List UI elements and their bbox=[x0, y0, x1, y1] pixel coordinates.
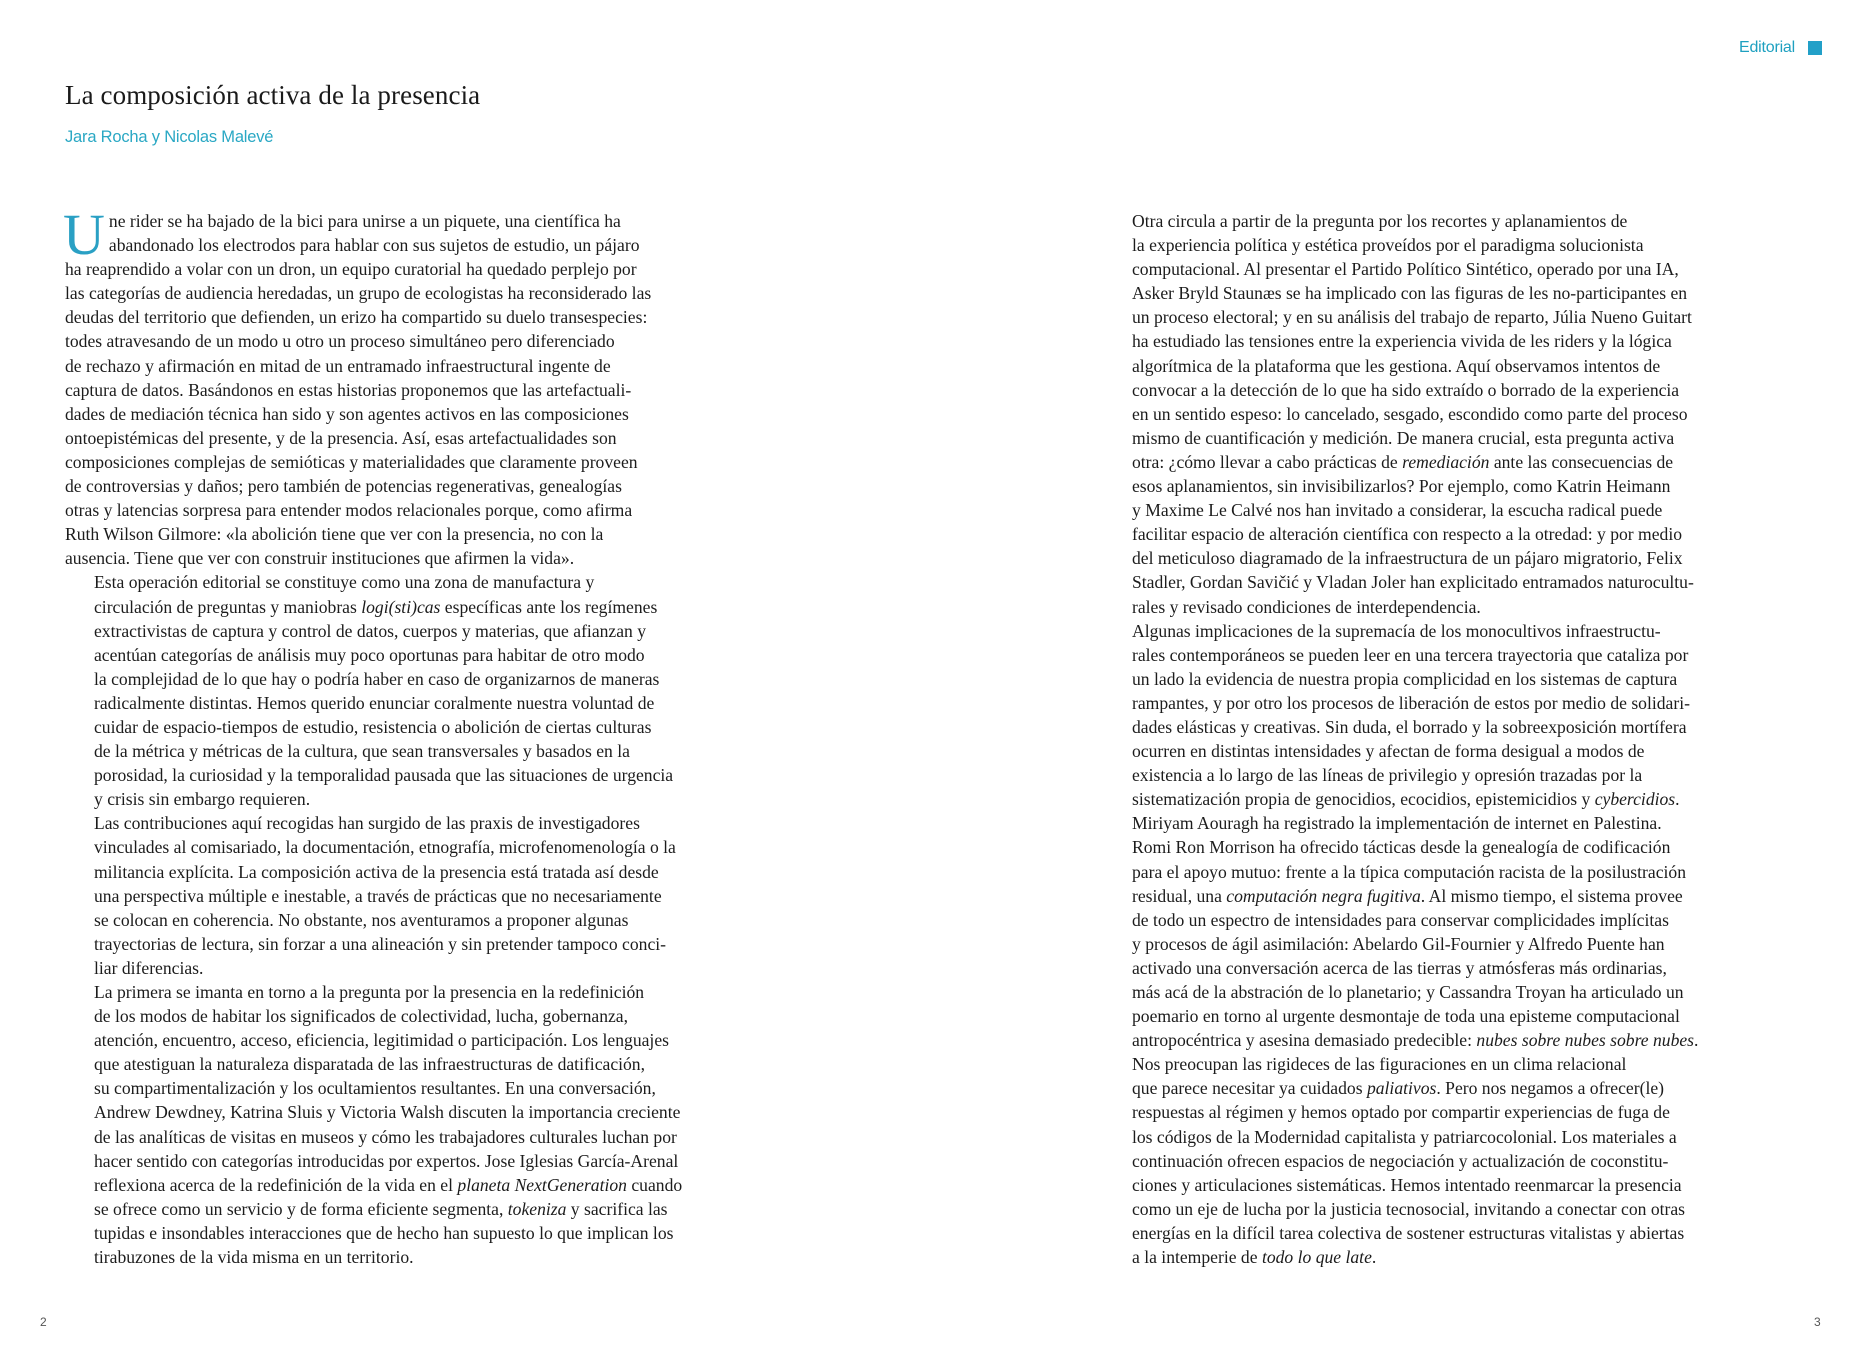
emphasis-text: logi(sti)cas bbox=[361, 596, 441, 617]
text-line: en un sentido espeso: lo cancelado, sesgado, escondido como parte del proceso bbox=[1132, 403, 1688, 424]
text-line: más acá de la abstración de lo planetario; y Cassandra Troyan ha articulado un bbox=[1132, 982, 1684, 1002]
text-line: extractivistas de captura y control de datos, cuerpos y materias, que afianzan y bbox=[94, 620, 647, 641]
emphasis-text: remediación bbox=[1402, 451, 1490, 472]
emphasis-text: todo lo que late bbox=[1261, 1247, 1372, 1268]
text-line: La primera se imanta en torno a la pregunta por la presencia en la redefinición bbox=[94, 982, 645, 1002]
text-line: dades de mediación técnica han sido y son agentes activos en las composiciones bbox=[65, 403, 629, 424]
drop-cap: U bbox=[63, 202, 105, 267]
text-line: Andrew Dewdney, Katrina Sluis y Victoria Walsh discuten la importancia creciente bbox=[94, 1102, 681, 1123]
right-paragraphs bbox=[1103, 209, 1803, 1269]
text-line: del meticuloso diagramado de la infraestructura de un pájaro migratorio, Felix bbox=[1132, 548, 1683, 569]
text-line: esos aplanamientos, sin invisibilizarlos? Por ejemplo, como Katrin Heimann bbox=[1132, 476, 1671, 497]
text-line: de todo un espectro de intensidades para conservar complicidades implícitas bbox=[1132, 909, 1669, 930]
text-line: deudas del territorio que defienden, un erizo ha compartido su duelo transespecies: bbox=[65, 307, 648, 328]
text-line: de las analíticas de visitas en museos y cómo les trabajadores culturales luchan por bbox=[94, 1126, 677, 1147]
text-line: otra: ¿cómo llevar a cabo prácticas de remediación ante las consecuencias de bbox=[1132, 451, 1674, 472]
text-line: otras y latencias sorpresa para entender modos relacionales porque, como afirma bbox=[65, 500, 633, 521]
text-line: los códigos de la Modernidad capitalista y patriarcocolonial. Los materiales a bbox=[1132, 1126, 1677, 1147]
left-column-body bbox=[63, 202, 765, 1269]
text-line: reflexiona acerca de la redefinición de la vida en el planeta NextGeneration cuando bbox=[94, 1174, 683, 1195]
text-line: Miriyam Aouragh ha registrado la implementación de internet en Palestina. bbox=[1132, 813, 1662, 834]
text-line: computacional. Al presentar el Partido Político Sintético, operado por una IA, bbox=[1132, 259, 1679, 280]
text-line: de controversias y daños; pero también de potencias regenerativas, genealogías bbox=[65, 476, 622, 497]
text-line: tirabuzones de la vida misma en un territorio. bbox=[94, 1247, 414, 1268]
text-line: ontoepistémicas del presente, y de la presencia. Así, esas artefactualidades son bbox=[65, 427, 617, 448]
text-line: captura de datos. Basándonos en estas historias proponemos que las artefactuali- bbox=[65, 379, 632, 400]
text-line: a la intemperie de todo lo que late. bbox=[1132, 1247, 1377, 1268]
text-line: activado una conversación acerca de las tierras y atmósferas más ordinarias, bbox=[1132, 957, 1667, 978]
paragraph bbox=[1103, 1052, 1803, 1269]
text-line: un proceso electoral; y en su análisis del trabajo de reparto, Júlia Nueno Guitart bbox=[1132, 307, 1692, 328]
text-line: vinculades al comisariado, la documentación, etnografía, microfenomenología o la bbox=[94, 837, 676, 858]
text-line: algorítmica de la plataforma que les gestiona. Aquí observamos intentos de bbox=[1132, 355, 1661, 376]
text-line: ha estudiado las tensiones entre la experiencia vivida de les riders y la lógica bbox=[1132, 331, 1672, 352]
article-title: La composición activa de la presencia bbox=[65, 80, 481, 110]
text-line: tupidas e insondables interacciones que de hecho han supuesto lo que implican los bbox=[94, 1222, 674, 1243]
text-line: mismo de cuantificación y medición. De manera crucial, esta pregunta activa bbox=[1132, 427, 1675, 448]
text-line: Las contribuciones aquí recogidas han surgido de las praxis de investigadores bbox=[94, 813, 640, 834]
page-number-left: 2 bbox=[40, 1315, 47, 1329]
paragraph bbox=[65, 811, 765, 980]
text-line: hacer sentido con categorías introducidas por expertos. Jose Iglesias García-Arenal bbox=[94, 1150, 679, 1171]
text-line: Otra circula a partir de la pregunta por los recortes y aplanamientos de bbox=[1132, 211, 1628, 231]
emphasis-text: nubes sobre nubes sobre nubes bbox=[1476, 1030, 1695, 1051]
text-line: de los modos de habitar los significados de colectividad, lucha, gobernanza, bbox=[94, 1006, 629, 1027]
left-paragraphs bbox=[63, 202, 765, 1269]
paragraph bbox=[65, 570, 765, 811]
text-line: que parece necesitar ya cuidados paliativos. Pero nos negamos a ofrecer(le) bbox=[1132, 1078, 1665, 1099]
text-line: facilitar espacio de alteración científica con respecto a la otredad: y por medio bbox=[1132, 524, 1683, 545]
text-line: y Maxime Le Calvé nos han invitado a considerar, la escucha radical puede bbox=[1132, 500, 1663, 521]
text-line: Esta operación editorial se constituye como una zona de manufactura y bbox=[94, 572, 595, 593]
text-line: poemario en torno al urgente desmontaje de toda una episteme computacional bbox=[1132, 1006, 1680, 1027]
text-line: para el apoyo mutuo: frente a la típica computación racista de la posilustración bbox=[1132, 861, 1686, 882]
text-line: existencia a lo largo de las líneas de privilegio y opresión trazadas por la bbox=[1132, 765, 1643, 786]
text-line: ocurren en distintas intensidades y afectan de forma desigual a modos de bbox=[1132, 741, 1645, 762]
emphasis-text: computación negra fugitiva bbox=[1226, 885, 1421, 906]
paragraph bbox=[65, 980, 765, 1269]
paragraph bbox=[1103, 209, 1803, 619]
text-line: todes atravesando de un modo u otro un proceso simultáneo pero diferenciado bbox=[65, 331, 615, 352]
text-line: se ofrece como un servicio y de forma eficiente segmenta, tokeniza y sacrifica las bbox=[94, 1198, 668, 1219]
text-line: la experiencia política y estética proveídos por el paradigma solucionista bbox=[1132, 235, 1644, 256]
text-line: Romi Ron Morrison ha ofrecido tácticas desde la genealogía de codificación bbox=[1132, 837, 1671, 858]
text-line: de rechazo y afirmación en mitad de un entramado infraestructural ingente de bbox=[65, 355, 611, 376]
text-line: porosidad, la curiosidad y la temporalidad pausada que las situaciones de urgencia bbox=[94, 765, 674, 786]
right-column-body bbox=[1103, 209, 1803, 1269]
text-line: ausencia. Tiene que ver con construir instituciones que afirmen la vida». bbox=[65, 548, 575, 569]
section-square-icon bbox=[1808, 41, 1822, 55]
text-line: Asker Bryld Staunæs se ha implicado con las figuras de les no-participantes en bbox=[1132, 283, 1688, 304]
text-line: militancia explícita. La composición activa de la presencia está tratada así desde bbox=[94, 861, 659, 882]
text-line: sistematización propia de genocidios, ecocidios, epistemicidios y cybercidios. bbox=[1132, 789, 1680, 810]
text-line: la complejidad de lo que hay o podría haber en caso de organizarnos de maneras bbox=[94, 668, 660, 689]
text-line: y crisis sin embargo requieren. bbox=[94, 789, 311, 810]
right-page bbox=[930, 0, 1860, 1354]
text-line: Nos preocupan las rigideces de las figuraciones en un clima relacional bbox=[1132, 1054, 1627, 1075]
text-line: ne rider se ha bajado de la bici para unirse a un piquete, una científica ha bbox=[108, 211, 621, 231]
text-line: ha reaprendido a volar con un dron, un equipo curatorial ha quedado perplejo por bbox=[65, 259, 637, 280]
text-line: dades elásticas y creativas. Sin duda, el borrado y la sobreexposición mortífera bbox=[1132, 716, 1687, 737]
text-line: rales contemporáneos se pueden leer en una tercera trayectoria que cataliza por bbox=[1132, 644, 1689, 665]
text-line: Algunas implicaciones de la supremacía de los monocultivos infraestructu- bbox=[1132, 620, 1661, 641]
text-line: su compartimentalización y los ocultamientos resultantes. En una conversación, bbox=[94, 1078, 656, 1099]
text-line: atención, encuentro, acceso, eficiencia, legitimidad o participación. Los lenguajes bbox=[94, 1030, 669, 1051]
text-line: respuestas al régimen y hemos optado por compartir experiencias de fuga de bbox=[1132, 1102, 1670, 1123]
article-authors: Jara Rocha y Nicolas Malevé bbox=[65, 128, 274, 146]
page-number-right: 3 bbox=[1814, 1315, 1821, 1329]
text-line: antropocéntrica y asesina demasiado predecible: nubes sobre nubes sobre nubes. bbox=[1132, 1030, 1699, 1051]
text-line: que atestiguan la naturaleza disparatada de las infraestructuras de datificación, bbox=[94, 1054, 646, 1075]
section-label-text: Editorial bbox=[1738, 39, 1795, 56]
text-line: como un eje de lucha por la justicia tecnosocial, invitando a conectar con otras bbox=[1132, 1198, 1686, 1219]
text-line: residual, una computación negra fugitiva. Al mismo tiempo, el sistema provee bbox=[1132, 885, 1683, 906]
text-line: se colocan en coherencia. No obstante, nos aventuramos a proponer algunas bbox=[94, 909, 629, 930]
text-line: circulación de preguntas y maniobras logi(sti)cas específicas ante los regímenes bbox=[94, 596, 658, 617]
text-line: abandonado los electrodos para hablar con sus sujetos de estudio, un pájaro bbox=[108, 235, 640, 256]
emphasis-text: planeta NextGeneration bbox=[457, 1174, 627, 1195]
text-line: acentúan categorías de análisis muy poco oportunas para habitar de otro modo bbox=[94, 644, 645, 665]
text-line: continuación ofrecen espacios de negociación y actualización de coconstitu- bbox=[1132, 1150, 1669, 1171]
text-line: rales y revisado condiciones de interdependencia. bbox=[1132, 596, 1481, 617]
text-line: energías en la difícil tarea colectiva de sostener estructuras vitalistas y abiertas bbox=[1132, 1222, 1685, 1243]
text-line: convocar a la detección de lo que ha sido extraído o borrado de la experiencia bbox=[1132, 379, 1680, 400]
text-line: Ruth Wilson Gilmore: «la abolición tiene que ver con la presencia, no con la bbox=[65, 524, 604, 545]
text-line: un lado la evidencia de nuestra propia complicidad en los sistemas de captura bbox=[1132, 668, 1678, 689]
text-line: las categorías de audiencia heredadas, un grupo de ecologistas ha reconsiderado las bbox=[65, 283, 652, 304]
section-label bbox=[1739, 39, 1822, 57]
text-line: una perspectiva múltiple e inestable, a través de prácticas que no necesariamente bbox=[94, 885, 662, 906]
emphasis-text: tokeniza bbox=[507, 1198, 567, 1219]
text-line: trayectorias de lectura, sin forzar a una alineación y sin pretender tampoco conci- bbox=[94, 933, 667, 954]
text-line: cuidar de espacio-tiempos de estudio, resistencia o abolición de ciertas culturas bbox=[94, 716, 652, 737]
text-line: composiciones complejas de semióticas y materialidades que claramente proveen bbox=[65, 451, 638, 472]
text-line: de la métrica y métricas de la cultura, que sean transversales y basados en la bbox=[94, 741, 630, 762]
text-line: rampantes, y por otro los procesos de liberación de estos por medio de solidari- bbox=[1132, 692, 1690, 713]
emphasis-text: cybercidios bbox=[1594, 789, 1676, 810]
text-line: y procesos de ágil asimilación: Abelardo Gil-Fournier y Alfredo Puente han bbox=[1132, 933, 1665, 954]
text-line: Stadler, Gordan Savičić y Vladan Joler han explicitado entramados naturocultu- bbox=[1132, 572, 1694, 593]
paragraph bbox=[1103, 619, 1803, 1053]
text-line: radicalmente distintas. Hemos querido enunciar coralmente nuestra voluntad de bbox=[94, 692, 655, 713]
text-line: liar diferencias. bbox=[94, 957, 204, 978]
paragraph bbox=[63, 202, 765, 570]
text-line: ciones y articulaciones sistemáticas. Hemos intentado reenmarcar la presencia bbox=[1132, 1174, 1682, 1195]
emphasis-text: paliativos bbox=[1366, 1078, 1437, 1099]
